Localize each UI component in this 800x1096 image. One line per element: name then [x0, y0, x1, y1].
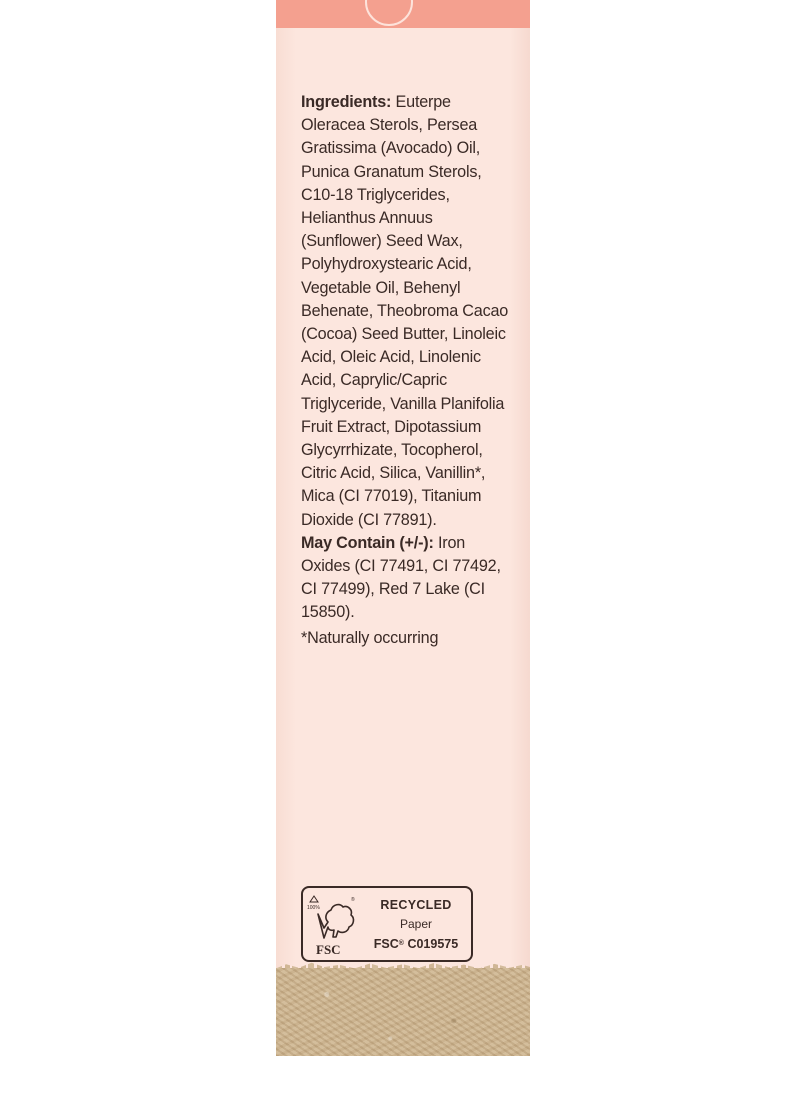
fsc-percent-text: 100% — [307, 905, 320, 911]
box-top-circle-mark — [365, 0, 413, 26]
fsc-recycled-text: RECYCLED — [380, 898, 452, 912]
fsc-code-prefix: FSC — [373, 937, 399, 951]
svg-text:®: ® — [351, 897, 355, 903]
fsc-code-number: C019575 — [403, 937, 459, 951]
fsc-tree-logo-icon — [306, 892, 358, 958]
ingredients-paragraph — [301, 91, 516, 532]
fsc-recycled-badge — [301, 886, 473, 962]
may-contain-paragraph — [301, 532, 516, 625]
box-label-panel — [276, 28, 530, 968]
ingredients-label: Ingredients: — [301, 93, 392, 111]
kraft-paper-base — [276, 968, 530, 1056]
box-top-band — [276, 0, 530, 28]
ingredients-block — [301, 91, 516, 650]
fsc-logo-text: FSC — [316, 942, 341, 957]
fsc-paper-text: Paper — [399, 917, 433, 931]
product-box-side — [276, 0, 530, 1056]
footnote: *Naturally occurring — [301, 628, 439, 647]
fsc-license-code: FSC® C019575 — [373, 937, 459, 951]
ingredients-text: Euterpe Oleracea Sterols, Persea Gratissima (Avocado) Oil, Punica Granatum Sterols, C10-18 Triglycerides, Helianthus Annuus (Sunflower) Seed Wax, Polyhydroxystearic Acid, Vegetable Oil, Behenyl Behenate, Theobroma Cacao (Cocoa) Seed Butter, Linoleic Acid, Oleic Acid, Linolenic Acid, Caprylic/Capric Triglyceride, Vanilla Planifolia Fruit Extract, Dipotassium Glycyrrhizate, Tocopherol, Citric Acid, Silica, Vanillin*, Mica (CI 77019), Titanium Dioxide (CI 77891). — [301, 93, 509, 529]
may-contain-label: May Contain (+/-): — [301, 533, 434, 552]
may-contain-text: Iron Oxides (CI 77491, CI 77492, CI 77499), Red 7 Lake (CI 15850). — [301, 533, 501, 622]
fsc-label — [363, 896, 469, 954]
